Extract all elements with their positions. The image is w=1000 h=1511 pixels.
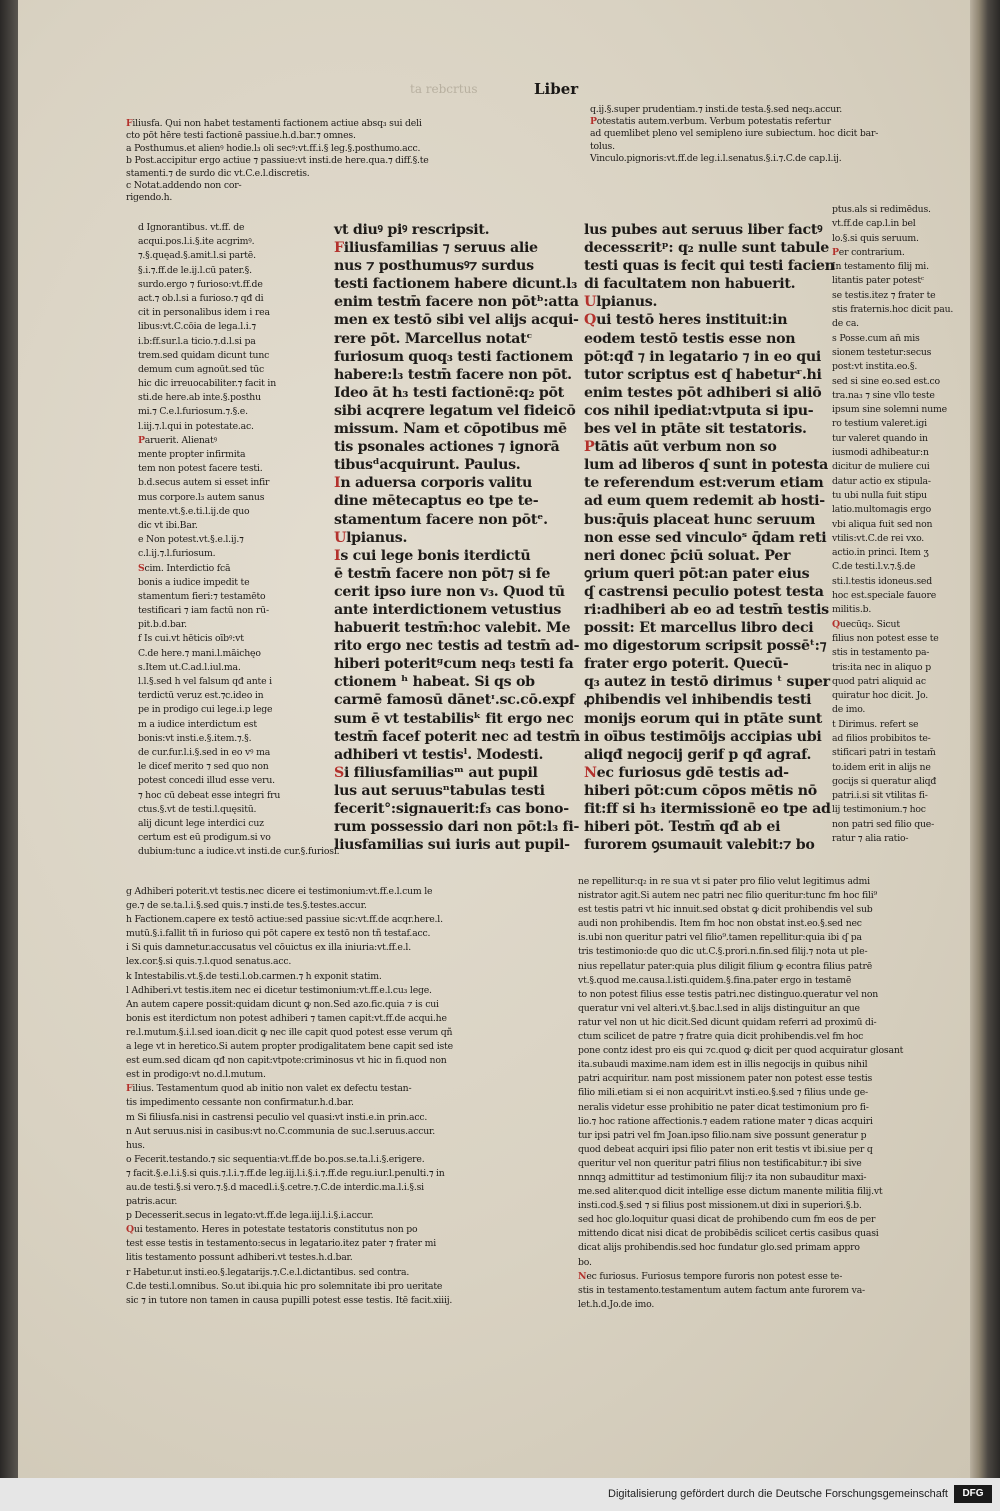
gloss-bottom-left-line: k Intestabilis.vt.§.de testi.l.ob.carmen.⁊ h exponit statim. — [126, 970, 382, 982]
main-col-a-line: Filiusfamilias ⁊ seruus alie — [334, 240, 538, 257]
gloss-col4-line: lo.§.si quis seruum. — [832, 232, 919, 244]
gloss-col4-line: ad filios probibitos te- — [832, 732, 931, 744]
gloss-col4-line: stis in testamento pa- — [832, 647, 930, 659]
gloss-bottom-left-line: bonis est iterdictum non potest adhiberi ⁊ tamen capit:vt.ff.de acqui.he — [126, 1012, 447, 1024]
main-col-b-line: pōt:qđ ⁊ in legatario ⁊ in eo qui — [584, 348, 821, 365]
main-text-column-a — [334, 222, 588, 855]
gloss-bottom-right-line: queratur vni vel alteri.vt.§.bac.l.sed in alijs distinguitur an que — [578, 1002, 860, 1014]
gloss-col1-line: demum cum agnoūt.sed tūc — [138, 363, 265, 375]
main-col-a-line: adhiberi vt testisˡ. Modesti. — [334, 746, 544, 763]
gloss-col4-line: datur actio ex stipula- — [832, 475, 931, 487]
main-col-b-line: ʠ castrensi peculio potest testa — [584, 583, 824, 600]
gloss-col1-line: m a iudice interdictum est — [138, 718, 257, 730]
gloss-bottom-right-line: tris testimonio:de quo dic ut.C.§.prori.n.fin.sed filij.⁊ nota ut ple- — [578, 946, 868, 958]
gloss-bottom-left-line: est eum.sed dicam qđ non capit:vtpote:criminosus vt hic in fi.quod non — [126, 1055, 447, 1067]
gloss-col4-line: tu ubi nulla fuit stipu — [832, 489, 927, 501]
gloss-left-top-line: Filiusfa. Qui non habet testamenti factionem actiue absq₃ sui deli — [126, 118, 422, 129]
gloss-col4-line: iusmodi adhibeatur:n — [832, 447, 929, 459]
gloss-bottom-left-line: tis impedimento cessante non confirmatur.h.d.bar. — [126, 1097, 354, 1109]
main-col-a-line: Ideo āt h₃ testi factionē:q₂ pōt — [334, 384, 564, 401]
gloss-left-top-line: rigendo.h. — [126, 192, 173, 204]
main-col-b-line: eodem testō testis esse non — [584, 330, 796, 347]
gloss-bottom-left-line: lex.cor.§.si quis.⁊.l.quod senatus.acc. — [126, 956, 292, 968]
main-col-a-line: hiberi poteritᵍcum neq₃ testi fa — [334, 656, 574, 673]
main-col-a-line: carmē famosū dānetᶦ.sc.cō.expf — [334, 692, 575, 709]
main-col-b-line: ad eum quem redemit ab hosti- — [584, 493, 825, 510]
gloss-bottom-left-line: g Adhiberi poterit.vt testis.nec dicere ei testimonium:vt.ff.e.l.cum le — [126, 886, 433, 897]
gloss-col1-line: libus:vt.C.cōia de lega.l.i.⁊ — [138, 321, 256, 333]
gloss-bottom-right-line: dicat alijs prohibendis.sed hoc fundatur glo.sed primam appro — [578, 1242, 860, 1254]
gloss-col4-line: Per contrarium. — [832, 246, 905, 258]
gloss-top-right-line: Vinculo.pignoris:vt.ff.de leg.i.l.senatus.§.i.⁊.C.de cap.l.ij. — [590, 152, 842, 164]
main-col-b-line: bes vel in ptāte sit testatoris. — [584, 421, 807, 438]
gloss-bottom-right-line: me.sed aliter.quod dicit intellige esse dictum manente militia filij.vt — [578, 1186, 883, 1198]
main-col-a-line: tis psonales actiones ⁊ ignorā — [334, 439, 560, 456]
gloss-bottom-left-line: ge.⁊ de se.ta.l.i.§.sed quis.⁊ insti.de tes.§.testes.accur. — [126, 900, 367, 912]
gloss-col1-line: l.iij.⁊.l.qui in potestate.ac. — [138, 420, 254, 432]
gloss-col4-line: tra.na₃ ⁊ sine vllo teste — [832, 389, 935, 401]
main-col-a-line: liusfamilias sui iuris aut pupil- — [334, 837, 570, 854]
gloss-col1-line: trem.sed quidam dicunt tunc — [138, 349, 270, 361]
main-col-b-line: testi quas is fecit qui testi facien — [584, 258, 835, 275]
main-col-b-line: frater ergo poterit. Quecū- — [584, 656, 789, 673]
gloss-col1-line: dic vt ibi.Bar. — [138, 519, 198, 531]
main-col-a-line: cerit ipso iure non v₃. Quod tū — [334, 583, 565, 600]
gloss-col1-line: alij dicunt lege interdici cuz — [138, 817, 264, 829]
gloss-col1-line: §.i.⁊.ff.de le.ij.l.cū pater.§. — [138, 264, 252, 276]
gloss-col4-line: quiratur hoc dicit. Jo. — [832, 690, 929, 702]
gloss-bottom-left-line: patris.acur. — [126, 1196, 178, 1208]
gloss-col1-line: ⁊.§.quęad.§.amit.l.si partē. — [138, 250, 256, 262]
gloss-top-right — [590, 104, 970, 165]
gloss-col1-line: Scim. Interdictio fcā — [138, 562, 231, 574]
gloss-bottom-right-line: ctum scilicet de patre ⁊ fratre quia dicit prohibendis.vel fm hoc — [578, 1031, 864, 1043]
page-header: Liber — [534, 80, 579, 98]
gloss-col1-line: mi.⁊ C.e.l.furiosum.⁊.§.e. — [138, 406, 248, 418]
main-col-b-line: possit: Et marcellus libro deci — [584, 620, 814, 637]
gloss-col1-line: s.Item ut.C.ad.l.iul.ma. — [138, 661, 241, 673]
main-col-b-line: fit:ff si h₃ itermissionē eo tpe ad — [584, 801, 831, 817]
gloss-col4-line: de imo. — [832, 704, 866, 716]
main-col-b-line: ꝯrium queri pōt:an pater eius — [584, 565, 810, 582]
gloss-col1-line: C.de here.⁊ mani.l.māichęo — [138, 647, 261, 659]
main-text-column-b — [584, 222, 834, 855]
main-col-a-line: furiosum quoq₃ testi factionem — [334, 348, 573, 365]
gloss-bottom-right — [578, 876, 970, 1313]
gloss-col4-line: patri.i.si sit vtilitas fi- — [832, 790, 928, 802]
main-col-b-line: ꝓhibendis vel inhibendis testi — [584, 692, 812, 709]
gloss-col1-line: potest concedi illud esse veru. — [138, 775, 275, 787]
gloss-col4-line: ipsum sine solemni nume — [832, 404, 947, 416]
main-col-b-line: in oībus testimōijs accipias ubi — [584, 728, 822, 745]
gloss-col4-line: C.de testi.l.v.⁊.§.de — [832, 561, 916, 573]
gloss-column-right — [832, 204, 970, 847]
gloss-bottom-left-line: est in prodigo:vt no.d.l.mutum. — [126, 1069, 266, 1081]
main-col-a-line: men ex testō sibi vel alijs acqui- — [334, 312, 579, 329]
gloss-left-top-line: c Notat.addendo non cor- — [126, 179, 242, 191]
main-col-b-line: monijs eorum qui in ptāte sunt — [584, 710, 823, 727]
main-col-a-line: habere:l₃ testm̄ facere non pōt. — [334, 366, 572, 383]
gloss-bottom-right-line: nistrator agit.Si autem nec patri nec filio queritur:tunc fm hoc fili⁹ — [578, 890, 878, 902]
gloss-col1-line: bonis:vt insti.e.§.item.⁊.§. — [138, 732, 252, 744]
gloss-left-top-line: a Posthumus.et alienꝰ hodie.l₃ oli secꝰ:vt.ff.i.§ leg.§.posthumo.acc. — [126, 142, 421, 154]
gloss-col1-line: d Ignorantibus. vt.ff. de — [138, 222, 245, 233]
gloss-col1-line: Paruerit. Alienatꝰ — [138, 434, 217, 446]
gloss-bottom-right-line: audi non prohibendis. Item fm hoc non obstat inst.eo.§.sed nec — [578, 918, 862, 930]
main-col-b-line: bus:q̄uis placeat hunc seruum — [584, 511, 816, 528]
gloss-bottom-right-line: mittendo dicat nisi dicat de probibēdis scilicet certis casibus quasi — [578, 1228, 879, 1240]
main-col-b-line: decessεritᵖ: q₂ nulle sunt tabule — [584, 240, 829, 257]
gloss-bottom-left-line: An autem capere possit:quidam dicunt ꝙ non.Sed azo.fic.quia ⁊ is cui — [126, 998, 439, 1010]
main-col-b-line: lum ad liberos ʠ sunt in potesta — [584, 457, 829, 474]
gloss-col4-line: litantis pater potestᶜ — [832, 275, 924, 287]
bleed-through-text: ta rebcrtus — [410, 82, 478, 96]
gloss-bottom-left-line: h Factionem.capere ex testō actiue:sed passiue sic:vt.ff.de acqr.here.l. — [126, 914, 443, 926]
gloss-col1-line: cit in personalibus idem i rea — [138, 307, 270, 319]
gloss-col1-line: surdo.ergo ⁊ furioso:vt.ff.de — [138, 278, 263, 290]
gloss-col1-line: bonis a iudice impedit te — [138, 576, 250, 588]
gloss-col4-line: sionem testetur:secus — [832, 346, 932, 358]
gloss-top-right-line: ad quemlibet pleno vel semipleno iure subiectum. hoc dicit bar- — [590, 128, 879, 140]
gloss-bottom-right-line: tur ipsi patri vel fm Joan.ipso filio.nam sive possunt generatur p — [578, 1129, 867, 1141]
main-col-b-line: enim testes pōt adhiberi si aliō — [584, 384, 822, 401]
gloss-col4-line: In testamento filij mi. — [832, 261, 929, 273]
gloss-col4-line: vtilis:vt.C.de rei vxo. — [832, 532, 925, 544]
gloss-bottom-right-line: quod debeat acquiri ipsi filio pater non erit testis vt ibi.siue per q — [578, 1143, 873, 1155]
gloss-bottom-left-line: p Decesserit.secus in legato:vt.ff.de lega.iij.l.i.§.i.accur. — [126, 1210, 374, 1222]
gloss-col1-line: pit.b.d.bar. — [138, 619, 187, 631]
main-col-a-line: Si filiusfamiliasᵐ aut pupil — [334, 764, 538, 781]
main-col-a-line: ante interdictionem vetustius — [334, 601, 562, 618]
gloss-col1-line: act.⁊ ob.l.si a furioso.⁊ qđ di — [138, 292, 264, 304]
gloss-bottom-right-line: sed hoc glo.loquitur quasi dicat de prohibendo cum fm eos de per — [578, 1214, 876, 1226]
main-col-b-line: Nec furiosus gdē testis ad- — [584, 764, 789, 781]
gloss-col4-line: actio.in princi. Item ʒ — [832, 547, 929, 559]
dfg-logo: DFG — [954, 1485, 992, 1503]
book-cover-edge — [0, 0, 18, 1511]
gloss-col1-line: mus corpore.l₃ autem sanus — [138, 491, 265, 503]
gloss-col1-line: f Is cui.vt hēticis oībꝰ:vt — [138, 633, 244, 645]
gloss-bottom-left-line: litis testamento possunt adhiberi.vt testes.h.d.bar. — [126, 1252, 353, 1264]
gloss-col4-line: t Dirimus. refert se — [832, 718, 919, 730]
gloss-col4-line: sed si sine eo.sed est.co — [832, 375, 940, 387]
gloss-col4-line: vbi aliqua fuit sed non — [832, 518, 933, 530]
main-col-a-line: stamentum facere non pōtᵉ. — [334, 511, 548, 528]
gloss-col4-line: to.idem erit in alijs ne — [832, 761, 931, 773]
gloss-col4-line: sti.l.testis idoneus.sed — [832, 575, 932, 587]
main-col-b-line: furorem ꝯsumauit valebit:⁊ bo — [584, 837, 815, 854]
main-col-a-line: dine mētecaptus eo tpe te- — [334, 493, 539, 510]
gloss-col4-line: hoc est.speciale fauore — [832, 590, 937, 602]
gloss-bottom-left-line: r Habetur.ut insti.eo.§.legatarijs.⁊.C.e.l.dictantibus. sed contra. — [126, 1266, 410, 1278]
gloss-col4-line: latio.multomagis ergo — [832, 504, 932, 516]
main-col-b-line: q₃ autez in testō dirimus ᵗ super — [584, 674, 830, 691]
gloss-top-right-line: Potestatis autem.verbum. Verbum potestatis refertur — [590, 116, 831, 128]
gloss-col4-line: gocijs si queratur aliqđ — [832, 775, 937, 787]
gloss-bottom-left-line: Filius. Testamentum quod ab initio non valet ex defectu testan- — [126, 1083, 412, 1095]
gloss-col1-line: stamentum fieri:⁊ testamēto — [138, 590, 266, 602]
main-col-a-line: sum ē vt testabilisᵏ fit ergo nec — [334, 710, 574, 727]
main-col-a-line: enim testm̄ facere non pōtᵇ:atta — [334, 294, 579, 311]
gloss-col4-line: filius non potest esse te — [832, 632, 939, 644]
gloss-bottom-right-line: est testis patri vt hic innuit.sed obstat ꝙ dicit prohibendis vel sub — [578, 904, 873, 916]
main-col-b-line: tutor scriptus est ʠ habeturʳ.hi — [584, 366, 822, 383]
gloss-bottom-right-line: ne repellitur:q₂ in re sua vt si pater pro filio velut legitimus admi — [578, 876, 870, 887]
main-col-b-line: Ptātis aūt verbum non so — [584, 439, 777, 456]
parchment-page — [18, 0, 972, 1478]
gloss-bottom-left-line: l Adhiberi.vt testis.item nec ei dicetur testimonium:vt.ff.e.l.cu₃ lege. — [126, 984, 432, 996]
gloss-bottom-right-line: filio mili.etiam si ei non acquirit.vt insti.eo.§.sed ⁊ filius unde ge- — [578, 1087, 869, 1099]
main-col-a-line: missum. Nam et cōpotibus mē — [334, 421, 567, 438]
main-col-b-line: Qui testō heres instituit:in — [584, 312, 788, 329]
gloss-col4-line: stificari patri in testam̄ — [832, 747, 936, 759]
gloss-bottom-left-line: C.de testi.l.omnibus. So.ut ibi.quia hic pro solemnitate ibi pro ueritate — [126, 1280, 443, 1292]
main-col-b-line: ri:adhiberi ab eo ad testm̄ testis — [584, 601, 829, 618]
gloss-bottom-right-line: let.h.d.Jo.de imo. — [578, 1298, 655, 1310]
main-col-a-line: testm̄ facef poterit nec ad testm̄ — [334, 728, 580, 745]
gloss-col1-line: mente.vt.§.e.ti.l.ij.de quo — [138, 505, 250, 517]
gloss-bottom-right-line: queritur vel non queritur patri filius non testificabitur.⁊ ibi sive — [578, 1157, 862, 1169]
gloss-col4-line: ptus.als si redimēdus. — [832, 204, 931, 215]
gloss-left-top-line: cto pōt hēre testi factionē passiue.h.d.bar.⁊ omnes. — [126, 130, 356, 142]
gloss-col1-line: i.b:ff.sur.l.a ticio.⁊.d.l.si pa — [138, 335, 256, 347]
gloss-col4-line: militis.b. — [832, 604, 872, 616]
gloss-col4-line: vt.ff.de cap.l.in bel — [832, 218, 916, 230]
gloss-bottom-left-line: ⁊ facit.§.e.l.i.§.si quis.⁊.l.i.⁊.ff.de leg.iij.l.i.§.i.⁊.ff.de regu.iur.l.penulti.⁊ in — [126, 1167, 445, 1179]
gloss-bottom-left-line: re.l.mutum.§.i.l.sed ioan.dicit ꝙ nec ille capit quod potest esse verum qñ — [126, 1026, 453, 1038]
main-col-b-line: aliqđ negocij gerif p qđ agraf. — [584, 746, 812, 763]
gloss-col1-line: terdictū veruz est.⁊c.ideo in — [138, 690, 264, 702]
gloss-col4-line: dicitur de muliere cui — [832, 461, 930, 473]
main-col-a-line: Ulpianus. — [334, 529, 408, 546]
gloss-col1-line: c.l.ij.⁊.l.furiosum. — [138, 548, 216, 560]
main-col-b-line: te referendum est:verum etiam — [584, 475, 824, 492]
gloss-bottom-right-line: neralis videtur esse prohibitio ne pater dicat testimonium pro fi- — [578, 1101, 869, 1113]
gloss-col1-line: tem non potest facere testi. — [138, 463, 263, 475]
gloss-col1-line: testificari ⁊ iam factū non rū- — [138, 605, 269, 617]
gloss-col1-line: certum est eū prodigum.si vo — [138, 832, 271, 844]
funding-credit: Digitalisierung gefördert durch die Deutsche Forschungsgemeinschaft — [608, 1488, 948, 1500]
gloss-bottom-right-line: vt.§.quod me.causa.l.isti.quidem.§.fina.pater ergo in testamē — [578, 974, 852, 986]
gloss-col4-line: non patri sed filio que- — [832, 818, 935, 830]
gloss-col1-line: e Non potest.vt.§.e.l.ij.⁊ — [138, 534, 244, 546]
main-col-b-line: neri donec p̄ciū soluat. Per — [584, 547, 791, 564]
gloss-col4-line: Quecūq₃. Sicut — [832, 618, 900, 630]
gloss-left-top-line: b Post.accipitur ergo actiue ⁊ passiue:vt insti.de here.qua.⁊ diff.§.te — [126, 155, 429, 167]
gloss-bottom-left-line: Qui testamento. Heres in potestate testatoris constitutus non po — [126, 1224, 418, 1236]
main-col-b-line: lus pubes aut seruus liber factꝰ — [584, 222, 823, 238]
main-col-a-line: testi factionem habere dicunt.l₃ — [334, 276, 578, 293]
main-col-a-line: rum possessio dari non pōt:l₃ fi- — [334, 819, 580, 836]
gloss-col4-line: quod patri aliquid ac — [832, 675, 926, 687]
gloss-col1-line: ctus.§.vt de testi.l.quęsitū. — [138, 803, 257, 815]
main-col-a-line: vt diuꝰ piꝰ rescripsit. — [334, 222, 490, 238]
gloss-col4-line: stis fraternis.hoc dicit pau. — [832, 304, 954, 316]
main-col-b-line: hiberi pōt:cum cōpos mētis nō — [584, 782, 817, 799]
gloss-col1-line: acqui.pos.l.i.§.ite acgrimꝰ. — [138, 236, 255, 248]
book-spine-edge — [970, 0, 1000, 1490]
gloss-bottom-left-line: hus. — [126, 1139, 145, 1151]
gloss-bottom-left-line: a lege vt in heretico.Si autem propter prodigalitatem bene capit sed iste — [126, 1041, 453, 1053]
main-col-a-line: tibusᵈacquirunt. Paulus. — [334, 457, 521, 474]
gloss-bottom-right-line: bo. — [578, 1256, 592, 1268]
main-col-a-line: rito ergo nec testis ad testm̄ ad- — [334, 638, 580, 655]
gloss-col1-line: dubium:tunc a iudice.vt insti.de cur.§.furiosi. — [138, 846, 340, 858]
main-col-b-line: cos nihil ipediat:vtputa si ipu- — [584, 402, 814, 419]
main-col-a-line: nus ⁊ posthumusꝰ⁊ surdus — [334, 258, 534, 275]
gloss-bottom-left — [126, 886, 586, 1309]
gloss-bottom-left-line: m Si filiusfa.nisi in castrensi peculio vel quasi:vt insti.e.in prin.acc. — [126, 1111, 428, 1123]
gloss-bottom-right-line: ratur vel non ut hic dicit.Sed dicunt quidam referri ad proximū di- — [578, 1016, 877, 1028]
gloss-left-top-line: stamenti.⁊ de surdo dic vt.C.e.l.discretis. — [126, 167, 310, 179]
gloss-bottom-right-line: insti.cod.§.sed ⁊ si filius post missionem.ut dixi in superiori.§.b. — [578, 1200, 862, 1212]
gloss-col4-line: tris:ita nec in aliquo p — [832, 661, 931, 673]
gloss-col4-line: s Posse.cum an̄ mis — [832, 332, 920, 344]
gloss-bottom-left-line: test esse testis in testamento:secus in legatario.itez pater ⁊ frater mi — [126, 1238, 437, 1250]
gloss-bottom-right-line: stis in testamento.testamentum autem factum ante furorem va- — [578, 1284, 865, 1296]
gloss-col4-line: ratur ⁊ alia ratio- — [832, 833, 909, 845]
gloss-col1-line: l.l.§.sed h vel falsum qđ ante i — [138, 676, 272, 687]
gloss-bottom-left-line: mutū.§.i.fallit tñ in furioso qui pōt capere ex testō non tñ testaf.acc. — [126, 928, 431, 940]
gloss-bottom-right-line: nius repellatur pater:quia plus diligit filium ꝙ econtra filius patrē — [578, 960, 873, 972]
gloss-bottom-right-line: patri acquiritur. nam post missionem pater non potest esse testis — [578, 1073, 873, 1085]
gloss-top-right-line: tolus. — [590, 140, 615, 152]
gloss-col1-line: sti.de here.ab inte.§.posthu — [138, 392, 261, 404]
gloss-bottom-left-line: au.de testi.§.si vero.⁊.§.d macedl.i.§.cetre.⁊.C.de interdic.ma.l.i.§.si — [126, 1181, 424, 1193]
gloss-col1-line: hic dic irreuocabiliter.⁊ facit in — [138, 378, 276, 390]
gloss-col1-line: ⁊ hoc cū debeat esse integri fru — [138, 789, 281, 801]
main-col-a-line: Is cui lege bonis iterdictū — [334, 547, 531, 564]
main-col-b-line: mo digestorum scripsit possēᵗ:⁊ — [584, 638, 827, 655]
main-col-b-line: hiberi pōt. Testm̄ qđ ab ei — [584, 819, 781, 836]
main-col-a-line: ē testm̄ facere non pōt⁊ si fe — [334, 565, 551, 582]
gloss-col4-line: se testis.itez ⁊ frater te — [832, 289, 936, 301]
main-col-b-line: non esse sed vinculoˢ q̄dam reti — [584, 529, 827, 546]
gloss-bottom-left-line: sic ⁊ in tutore non tamen in causa pupilli potest esse testis. Itē facit.xiiij. — [126, 1294, 453, 1306]
gloss-bottom-left-line: o Fecerit.testando.⁊ sic sequentia:vt.ff.de bo.pos.se.ta.l.i.§.erigere. — [126, 1153, 425, 1165]
main-col-b-line: Ulpianus. — [584, 294, 658, 311]
gloss-column-left — [138, 222, 340, 860]
gloss-bottom-right-line: lio.⁊ hoc ratione affectionis.⁊ eadem ratione mater ⁊ dicas acquiri — [578, 1115, 873, 1127]
gloss-bottom-right-line: ita.subaudi maxime.nam idem est in illis negocijs in quibus nihil — [578, 1059, 868, 1071]
main-col-a-line: ctionem ʰ habeat. Si qs ob — [334, 674, 535, 691]
gloss-col1-line: de cur.fur.l.i.§.sed in eo vꝰ ma — [138, 746, 271, 758]
gloss-col4-line: de ca. — [832, 318, 859, 330]
gloss-col4-line: ro testium valeret.igi — [832, 418, 927, 430]
gloss-bottom-right-line: to non potest filius esse testis patri.nec distinguo.queratur vel non — [578, 988, 879, 1000]
gloss-top-right-line: q.ij.§.super prudentiam.⁊ insti.de testa.§.sed neq₃.accur. — [590, 104, 843, 115]
gloss-left-top — [126, 118, 596, 205]
gloss-bottom-right-line: nnnqꝫ admittitur ad testimonium filij:⁊ ita non subauditur maxi- — [578, 1171, 867, 1183]
gloss-bottom-left-line: n Aut seruus.nisi in casibus:vt no.C.communia de suc.l.seruus.accur. — [126, 1125, 436, 1137]
main-col-a-line: rere pōt. Marcellus notatᶜ — [334, 330, 533, 347]
gloss-col4-line: post:vt instita.eo.§. — [832, 361, 918, 373]
footer-bar — [0, 1478, 1000, 1511]
gloss-bottom-right-line: Nec furiosus. Furiosus tempore furoris non potest esse te- — [578, 1270, 843, 1282]
main-col-a-line: In aduersa corporis valitu — [334, 475, 532, 492]
gloss-bottom-right-line: is.ubi non queritur patri vel filio⁹.tamen repellitur:quia ibi ʠ pa — [578, 932, 862, 944]
main-col-a-line: fecerit°:signauerit:f₃ cas bono- — [334, 801, 569, 817]
gloss-col4-line: lij testimonium.⁊ hoc — [832, 804, 926, 816]
gloss-col1-line: b.d.secus autem si esset infir — [138, 477, 270, 489]
main-col-a-line: sibi acqrere legatum vel fideicō — [334, 402, 576, 419]
gloss-bottom-left-line: i Si quis damnetur.accusatus vel cōuictus ex illa iniuria:vt.ff.e.l. — [126, 942, 411, 954]
gloss-col1-line: mente propter infirmita — [138, 449, 246, 460]
main-col-a-line: lus aut seruusⁿtabulas testi — [334, 782, 545, 799]
main-col-b-line: di facultatem non habuerit. — [584, 276, 796, 293]
gloss-bottom-right-line: pone contz idest pro eis qui ⁊c.quod ꝙ dicit per quod acquiratur glosant — [578, 1045, 904, 1057]
gloss-col4-line: tur valeret quando in — [832, 432, 928, 444]
main-col-a-line: habuerit testm̄:hoc valebit. Me — [334, 620, 571, 637]
gloss-col1-line: pe in prodigo cui lege.i.p lege — [138, 704, 273, 716]
gloss-col1-line: le dicef merito ⁊ sed quo non — [138, 761, 269, 773]
